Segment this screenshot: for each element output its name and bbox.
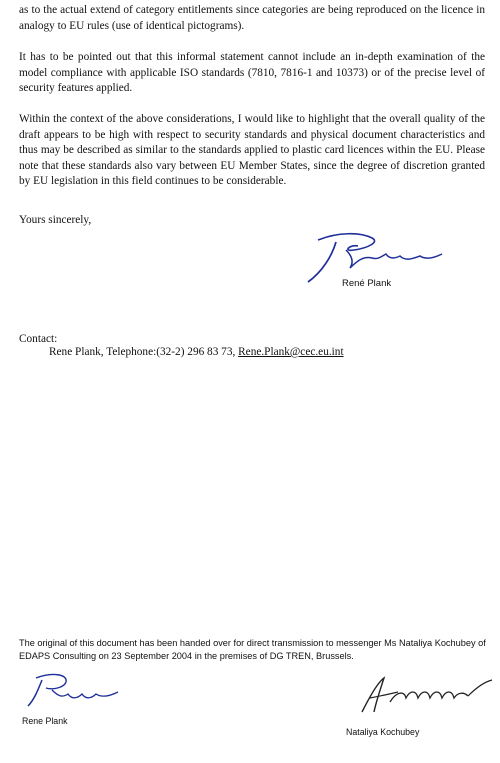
signature-rene-plank bbox=[298, 226, 448, 286]
footer-right-signatory: Nataliya Kochubey bbox=[346, 727, 420, 737]
contact-label: Contact: bbox=[19, 333, 58, 345]
paragraph-2: It has to be pointed out that this informal statement cannot include an in-depth examination of the model compliance with applicable ISO standards (7810, 7816-1 and 10373) or of the precise level of security features applied. bbox=[19, 51, 485, 95]
footer-left-signatory: Rene Plank bbox=[22, 716, 68, 726]
footer-signature-left bbox=[22, 670, 122, 710]
paragraph-1: as to the actual extend of category entitlements since categories are being reproduced on the licence in analogy to EU rules (use of identical pictograms). bbox=[19, 4, 485, 32]
signatory-name: René Plank bbox=[342, 278, 392, 289]
footer-note: The original of this document has been handed over for direct transmission to messenger Ms Nataliya Kochubey of EDAPS Consulting on 23 September 2004 in the premises of DG TREN, Brussels. bbox=[19, 638, 486, 661]
footer-signature-right bbox=[350, 672, 498, 720]
closing-line: Yours sincerely, bbox=[19, 214, 92, 226]
contact-email-link[interactable]: Rene.Plank@cec.eu.int bbox=[238, 346, 344, 358]
contact-phone: Rene Plank, Telephone:(32-2) 296 83 73, bbox=[49, 346, 239, 358]
paragraph-3: Within the context of the above considerations, I would like to highlight that the overall quality of the draft appears to be high with respect to security standards and physical document characteristics and thus may be described as similar to the standards applied to plastic card licences within the EU. Please note that these standards also vary between EU Member States, since the degree of discretion granted by EU legislation in this field continues to be considerable. bbox=[19, 113, 485, 188]
contact-line bbox=[49, 345, 344, 361]
